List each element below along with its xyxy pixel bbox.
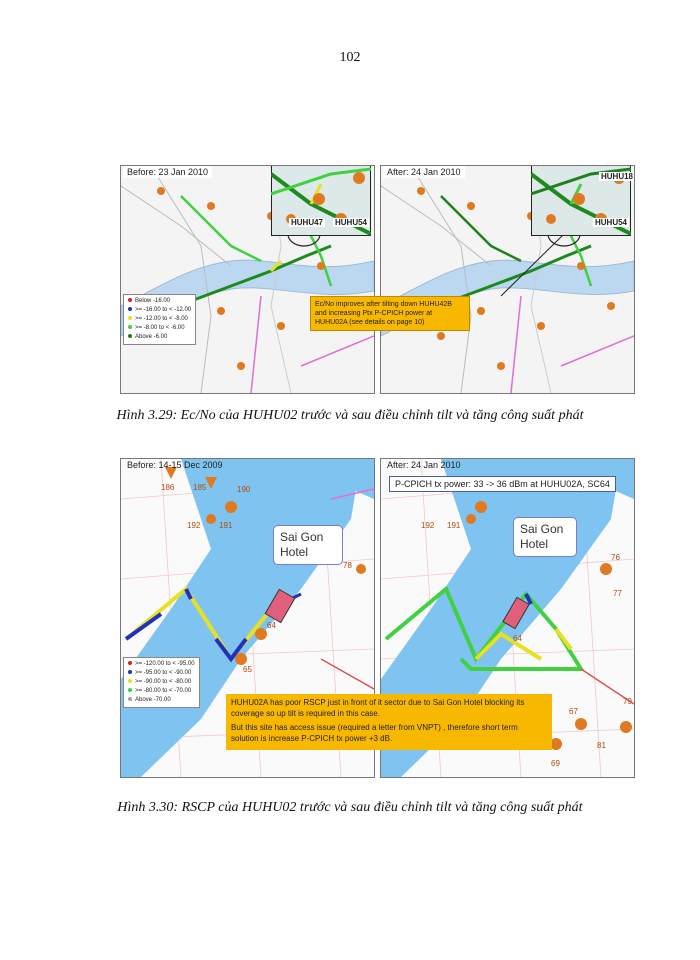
figure-ecno-after-map <box>380 165 635 394</box>
ptx-power-label: P-CPICH tx power: 33 -> 36 dBm at HUHU02A, SC64 <box>389 476 616 492</box>
legend-label: >= -90.00 to < -80.00 <box>135 679 192 685</box>
legend-label: >= -95.00 to < -90.00 <box>135 670 192 676</box>
site-number: 64 <box>513 634 522 643</box>
legend-label: Below -16.00 <box>135 298 171 304</box>
annotation-line-1: HUHU02A has poor RSCP just in front of it sector due to Sai Gon Hotel blocking its coverage so up tilt is required in this case. <box>231 698 525 718</box>
annotation-line-2: But this site has access issue (required a letter from VNPT) , therefore short term solution is increase P-CPICH tx power +3 dB. <box>231 723 518 743</box>
site-number: 81 <box>597 741 606 750</box>
site-number: 76 <box>611 553 620 562</box>
legend-swatch <box>128 661 132 665</box>
inset-before-label-2: HUHU54 <box>335 218 368 227</box>
site-number: 69 <box>551 759 560 768</box>
legend-swatch <box>128 298 132 302</box>
site-number: 67 <box>569 707 578 716</box>
site-number: 185 <box>193 483 207 492</box>
legend-swatch <box>128 688 132 692</box>
legend-swatch <box>128 679 132 683</box>
legend-item <box>128 696 195 705</box>
site-number: 190 <box>237 485 251 494</box>
legend-item <box>128 333 191 342</box>
legend-swatch <box>128 334 132 338</box>
legend-item <box>128 297 191 306</box>
site-number: 191 <box>447 521 461 530</box>
site-number: 191 <box>219 521 233 530</box>
legend-label: >= -12.00 to < -8.00 <box>135 316 188 322</box>
site-number: 77 <box>613 589 622 598</box>
figure2-before-title: Before: 14-15 Dec 2009 <box>127 460 223 470</box>
site-number: 192 <box>187 521 201 530</box>
legend-label: >= -120.00 to < -95.00 <box>135 661 195 667</box>
figure1-before-title: Before: 23 Jan 2010 <box>123 166 212 178</box>
legend-item <box>128 306 191 315</box>
figure-ecno-before-map <box>120 165 375 394</box>
legend-swatch <box>128 307 132 311</box>
legend-swatch <box>128 697 132 701</box>
legend-item <box>128 687 195 696</box>
figure1-after-title: After: 24 Jan 2010 <box>383 166 465 178</box>
inset-before-label-1: HUHU47 <box>291 218 324 227</box>
site-number: 78 <box>343 561 352 570</box>
site-number: 186 <box>161 483 175 492</box>
legend-label: >= -80.00 to < -70.00 <box>135 688 192 694</box>
figure2-legend <box>123 657 200 708</box>
legend-label: Above -70.00 <box>135 697 171 703</box>
figure1-legend <box>123 294 196 345</box>
legend-label: Above -6.00 <box>135 334 168 340</box>
figure2-annotation <box>226 694 552 750</box>
legend-swatch <box>128 670 132 674</box>
site-number: 79 <box>623 697 632 706</box>
legend-item <box>128 669 195 678</box>
legend-label: >= -16.00 to < -12.00 <box>135 307 192 313</box>
figure2-caption: Hình 3.30: RSCP của HUHU02 trước và sau điều chỉnh tilt và tăng công suất phát <box>117 800 583 815</box>
site-number: 64 <box>267 621 276 630</box>
figure2-after-title: After: 24 Jan 2010 <box>387 460 461 470</box>
legend-swatch <box>128 325 132 329</box>
legend-item <box>128 660 195 669</box>
site-number: 192 <box>421 521 435 530</box>
legend-item <box>128 315 191 324</box>
legend-label: >= -8.00 to < -6.00 <box>135 325 185 331</box>
legend-swatch <box>128 316 132 320</box>
figure1-caption: Hình 3.29: Ec/No của HUHU02 trước và sau điều chỉnh tilt và tăng công suất phát <box>116 408 584 423</box>
sai-gon-hotel-callout-before: Sai Gon Hotel <box>273 525 343 565</box>
site-number: 65 <box>243 665 252 674</box>
figure1-annotation: Ec/No improves after tilting down HUHU42B and increasing Ptx P-CPICH power at HUHU02A (see details on page 10) <box>310 296 470 331</box>
inset-after-label-2: HUHU54 <box>595 218 628 227</box>
inset-after-label-1: HUHU18 <box>601 172 634 181</box>
page-number: 102 <box>339 50 361 65</box>
legend-item <box>128 678 195 687</box>
sai-gon-hotel-callout-after: Sai Gon Hotel <box>513 517 577 557</box>
legend-item <box>128 324 191 333</box>
